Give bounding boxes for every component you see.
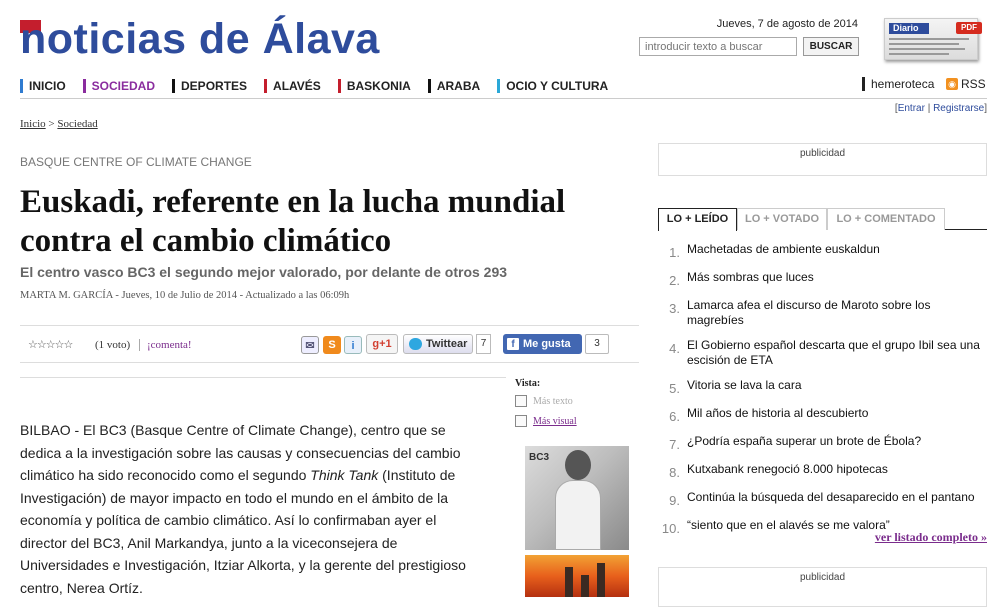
list-item-number: 10. xyxy=(661,521,680,536)
nav-item-baskonia[interactable] xyxy=(338,79,411,93)
nav-item-label[interactable]: DEPORTES xyxy=(181,79,248,93)
content-divider xyxy=(20,377,506,378)
nav-color-bar xyxy=(20,79,23,93)
search-button[interactable]: BUSCAR xyxy=(803,37,859,56)
article-body xyxy=(20,419,478,599)
text-line xyxy=(889,48,965,50)
list-item-number: 5. xyxy=(669,381,680,396)
list-item-link[interactable]: Mil años de historia al descubierto xyxy=(687,406,869,420)
list-item-link[interactable]: El Gobierno español descarta que el grupo Ibil sea una escisión de ETA xyxy=(687,338,980,367)
social-bar xyxy=(20,325,639,363)
breadcrumb-home[interactable]: Inicio xyxy=(20,118,46,130)
body-emphasis: Think Tank xyxy=(310,467,379,483)
tweet-label: Twittear xyxy=(426,338,468,350)
ad-slot-bottom[interactable]: publicidad xyxy=(658,567,987,607)
tab-most-commented[interactable]: LO + COMENTADO xyxy=(827,208,945,230)
email-icon[interactable]: ✉ xyxy=(301,336,319,354)
like-count: 3 xyxy=(585,334,609,354)
rss-icon[interactable]: ◉ xyxy=(946,78,958,90)
list-item-link[interactable]: Continúa la búsqueda del desaparecido en el pantano xyxy=(687,490,975,504)
list-item-link[interactable]: Kutxabank renegoció 8.000 hipotecas xyxy=(687,462,888,476)
like-label: Me gusta xyxy=(523,338,571,350)
text-view-icon xyxy=(515,395,527,407)
nav-color-bar xyxy=(264,79,267,93)
ad-slot-top[interactable]: publicidad xyxy=(658,143,987,176)
article-byline: MARTA M. GARCÍA - Jueves, 10 de Julio de 2014 - Actualizado a las 06:09h xyxy=(20,290,350,301)
breadcrumb xyxy=(20,118,98,130)
text-line xyxy=(889,53,949,55)
nav-color-bar xyxy=(172,79,175,93)
list-item[interactable] xyxy=(658,337,987,368)
nav-color-bar xyxy=(428,79,431,93)
nav-color-bar xyxy=(83,79,86,93)
view-text-label[interactable]: Más texto xyxy=(533,395,573,407)
list-item-number: 9. xyxy=(669,493,680,508)
list-item-number: 4. xyxy=(669,341,680,356)
nav-divider xyxy=(862,77,865,91)
list-item-number: 6. xyxy=(669,409,680,424)
list-item-link[interactable]: “siento que en el alavés se me valora” xyxy=(687,518,890,532)
nav-item-alavés[interactable] xyxy=(264,79,321,93)
view-visual-label[interactable]: Más visual xyxy=(533,415,577,427)
facebook-icon: f xyxy=(507,338,519,350)
list-item-number: 7. xyxy=(669,437,680,452)
list-item-link[interactable]: Machetadas de ambiente euskaldun xyxy=(687,242,880,256)
main-nav xyxy=(20,77,625,95)
bracket: [ xyxy=(894,103,898,114)
article-kicker: BASQUE CENTRE OF CLIMATE CHANGE xyxy=(20,155,252,169)
article-subtitle: El centro vasco BC3 el segundo mejor valorado, por delante de otros 293 xyxy=(20,264,508,280)
login-links xyxy=(880,103,987,114)
tab-most-voted[interactable]: LO + VOTADO xyxy=(737,208,827,230)
comment-link[interactable]: ¡comenta! xyxy=(139,339,192,351)
nav-item-label[interactable]: INICIO xyxy=(29,79,66,93)
list-item[interactable] xyxy=(658,241,987,260)
most-read-list xyxy=(658,241,987,545)
person-torso xyxy=(555,480,601,550)
nav-item-label[interactable]: ALAVÉS xyxy=(273,79,321,93)
twitter-bird-icon xyxy=(409,338,422,350)
list-item-link[interactable]: Lamarca afea el discurso de Maroto sobre los magrebíes xyxy=(687,298,931,327)
breadcrumb-section[interactable]: Sociedad xyxy=(57,118,98,130)
view-text-option[interactable] xyxy=(515,395,573,407)
nav-color-bar xyxy=(338,79,341,93)
article-headline: Euskadi, referente en la lucha mundial contra el cambio climático xyxy=(20,184,566,259)
body-text: (Instituto de Investigación) de mayor impacto en todo el mundo en el ámbito de la economía y política de cambio climático. Así lo confirmaban ayer el director del BC3, Anil Markandya, junto a la viceconsejera de Universidades e Investigación, Itziar Alkorta, y la gerente del prestigioso centro, Nerea Ortíz. xyxy=(20,467,466,596)
tweet-button[interactable] xyxy=(403,334,473,354)
text-line xyxy=(889,38,969,40)
nav-item-label[interactable]: OCIO Y CULTURA xyxy=(506,79,609,93)
list-item-link[interactable]: ¿Podría españa superar un brote de Ébola? xyxy=(687,434,922,448)
register-link[interactable]: Registrarse xyxy=(933,103,985,114)
visual-view-icon xyxy=(515,415,527,427)
view-title: Vista: xyxy=(515,378,541,389)
list-item-number: 2. xyxy=(669,273,680,288)
list-item-number: 1. xyxy=(669,245,680,260)
rating-stars[interactable]: ☆☆☆☆☆ xyxy=(28,339,73,351)
google-plus-button[interactable]: g+1 xyxy=(366,334,398,354)
article-photo[interactable] xyxy=(525,446,629,550)
login-link[interactable]: Entrar xyxy=(897,103,925,114)
facebook-like-button[interactable] xyxy=(503,334,582,354)
most-tabs xyxy=(658,208,987,230)
pdf-badge[interactable]: PDF xyxy=(956,22,982,34)
list-item-link[interactable]: Más sombras que luces xyxy=(687,270,814,284)
meneame-icon[interactable]: i xyxy=(344,336,362,354)
nav-item-araba[interactable] xyxy=(428,79,480,93)
list-item[interactable] xyxy=(658,297,987,328)
article-photo-industry[interactable] xyxy=(525,555,629,597)
rss-label[interactable]: RSS xyxy=(961,77,986,91)
rss-link[interactable] xyxy=(946,77,986,91)
list-item-number: 3. xyxy=(669,301,680,316)
chimney xyxy=(581,575,589,597)
newspaper-masthead: Diario xyxy=(889,23,929,34)
nav-item-deportes[interactable] xyxy=(172,79,247,93)
body-text: BILBAO - El BC3 (Basque Centre of Climate Change), centro que se dedica a la investigación sobre las causas y consecuencias del cambio climático ha sido reconocido como el segundo xyxy=(20,422,461,483)
view-visual-option[interactable] xyxy=(515,415,577,427)
nav-item-label[interactable]: ARABA xyxy=(436,79,481,93)
current-date: Jueves, 7 de agosto de 2014 xyxy=(716,18,858,30)
search-input[interactable] xyxy=(639,37,797,56)
hemeroteca-link[interactable] xyxy=(862,77,934,91)
list-item[interactable] xyxy=(658,269,987,288)
tweet-count: 7 xyxy=(476,334,491,354)
text-line xyxy=(889,43,959,45)
nav-divider-line xyxy=(20,98,987,99)
chimney xyxy=(597,563,605,597)
nav-item-ocio-y-cultura[interactable] xyxy=(497,79,608,93)
chimney xyxy=(565,567,573,597)
list-item[interactable] xyxy=(658,433,987,452)
nav-item-sociedad[interactable] xyxy=(83,79,155,93)
hemeroteca-label[interactable]: hemeroteca xyxy=(871,77,935,91)
bracket: ] xyxy=(984,103,987,114)
nav-item-label[interactable]: BASKONIA xyxy=(346,79,411,93)
list-item-link[interactable]: Vitoria se lava la cara xyxy=(687,378,802,392)
nav-item-label[interactable]: SOCIEDAD xyxy=(91,79,156,93)
breadcrumb-separator: > xyxy=(45,118,58,130)
vote-count: (1 voto) xyxy=(95,339,131,351)
nav-item-inicio[interactable] xyxy=(20,79,66,93)
share-icon[interactable]: S xyxy=(323,336,341,354)
list-item[interactable] xyxy=(658,489,987,508)
tab-most-read[interactable]: LO + LEÍDO xyxy=(658,208,737,231)
list-item[interactable] xyxy=(658,461,987,480)
list-item[interactable] xyxy=(658,377,987,396)
full-list-link[interactable]: ver listado completo » xyxy=(874,530,987,544)
list-item[interactable] xyxy=(658,405,987,424)
separator: | xyxy=(924,103,934,114)
site-logo[interactable]: noticias de Álava xyxy=(20,15,380,63)
person-head xyxy=(565,450,591,480)
list-item-number: 8. xyxy=(669,465,680,480)
photo-logo-text: BC3 xyxy=(529,452,550,463)
nav-color-bar xyxy=(497,79,500,93)
